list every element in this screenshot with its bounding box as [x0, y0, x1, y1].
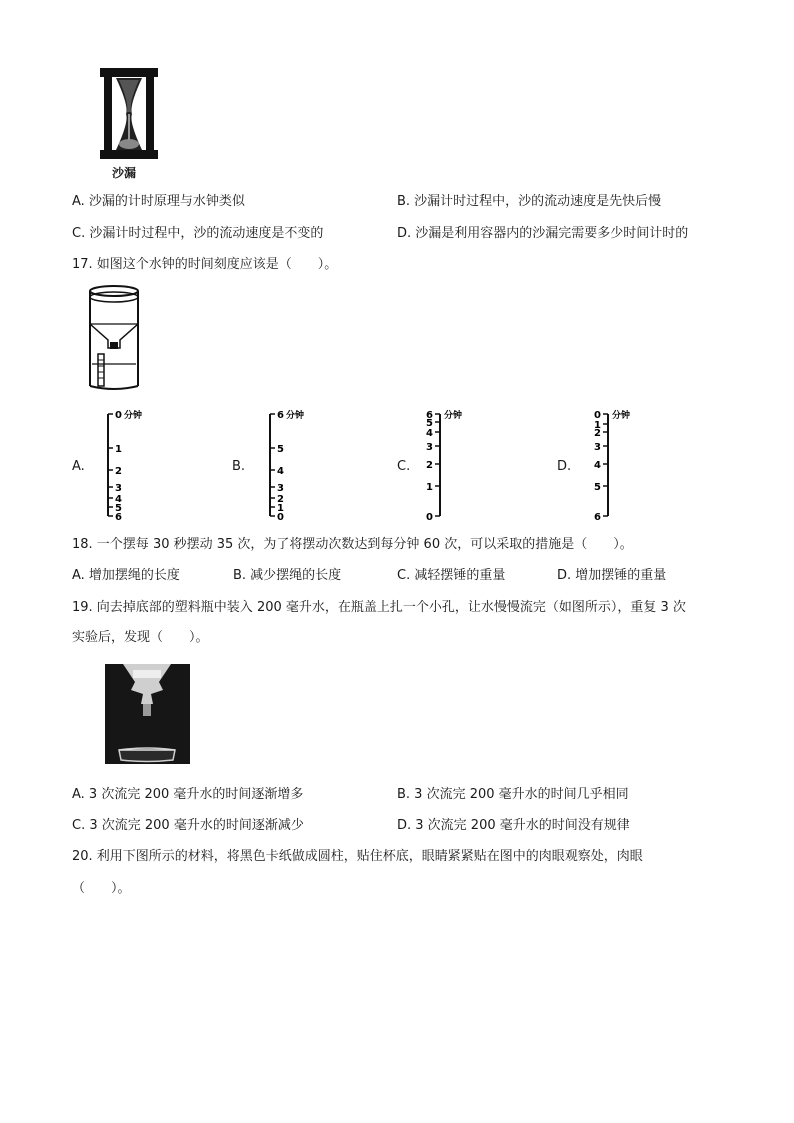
scale-option-c [422, 408, 502, 524]
scale-tick-label: 6 [426, 410, 433, 421]
scale-option-a [100, 408, 180, 524]
scale-option-d [590, 408, 670, 524]
q18-stem: 18. 一个摆每 30 秒摆动 35 次，为了将摆动次数达到每分钟 60 次，可以采取的措施是（ ）。 [72, 537, 633, 552]
q16-option-b[interactable]: B. 沙漏计时过程中，沙的流动速度是先快后慢 [397, 194, 662, 209]
q17-option-c[interactable]: C. [397, 459, 411, 474]
scale-tick-label: 2 [277, 494, 284, 505]
q20-stem-line2: （ ）。 [72, 881, 131, 896]
q18-option-d[interactable]: D. 增加摆锤的重量 [557, 568, 667, 583]
hourglass-caption: 沙漏 [112, 166, 137, 180]
q16-option-c[interactable]: C. 沙漏计时过程中，沙的流动速度是不变的 [72, 226, 324, 241]
q17-option-b[interactable]: B. [232, 459, 246, 474]
scale-tick-label: 0 [594, 410, 601, 421]
scale-tick-label: 5 [594, 482, 601, 493]
scale-tick-label: 4 [115, 494, 122, 505]
scale-tick-label: 0 [115, 410, 122, 421]
scale-tick-label: 1 [426, 482, 433, 493]
scale-tick-label: 1 [115, 444, 122, 455]
scale-tick-label: 2 [115, 466, 122, 477]
scale-tick-label: 1 [277, 503, 284, 514]
scale-tick-label: 4 [277, 466, 284, 477]
scale-tick-label: 2 [594, 428, 601, 439]
scale-tick-label: 6 [594, 512, 601, 523]
scale-tick-label: 0 [277, 512, 284, 523]
scale-tick-label: 0 [426, 512, 433, 523]
q19-option-b[interactable]: B. 3 次流完 200 毫升水的时间几乎相同 [397, 787, 629, 802]
bottle-experiment-photo [105, 664, 190, 764]
q16-option-a[interactable]: A. 沙漏的计时原理与水钟类似 [72, 194, 245, 209]
scale-tick-label: 4 [594, 460, 601, 471]
scale-tick-label: 6 [115, 512, 122, 523]
scale-tick-label: 3 [426, 442, 433, 453]
scale-unit-label: 分钟 [124, 411, 143, 421]
scale-tick-label: 5 [115, 503, 122, 514]
scale-option-b [262, 408, 342, 524]
scale-tick-label: 6 [277, 410, 284, 421]
q19-stem-line1: 19. 向去掉底部的塑料瓶中装入 200 毫升水，在瓶盖上扎一个小孔，让水慢慢流完（如图所示），重复 3 次 [72, 600, 686, 615]
hourglass-figure [98, 66, 160, 162]
q19-option-d[interactable]: D. 3 次流完 200 毫升水的时间没有规律 [397, 818, 630, 833]
q18-option-b[interactable]: B. 减少摆绳的长度 [233, 568, 342, 583]
scale-tick-label: 3 [594, 442, 601, 453]
q18-option-a[interactable]: A. 增加摆绳的长度 [72, 568, 180, 583]
scale-tick-label: 3 [277, 483, 284, 494]
q18-option-c[interactable]: C. 减轻摆锤的重量 [397, 568, 506, 583]
q19-option-a[interactable]: A. 3 次流完 200 毫升水的时间逐渐增多 [72, 787, 304, 802]
q20-stem-line1: 20. 利用下图所示的材料，将黑色卡纸做成圆柱，贴住杯底，眼睛紧紧贴在图中的肉眼观察处，肉眼 [72, 849, 643, 864]
scale-tick-label: 5 [277, 444, 284, 455]
scale-unit-label: 分钟 [612, 411, 631, 421]
q17-stem: 17. 如图这个水钟的时间刻度应该是（ ）。 [72, 257, 338, 272]
q17-option-a[interactable]: A. [72, 459, 85, 474]
scale-tick-label: 1 [594, 420, 601, 431]
scale-unit-label: 分钟 [286, 411, 305, 421]
q17-option-d[interactable]: D. [557, 459, 572, 474]
q16-option-d[interactable]: D. 沙漏是利用容器内的沙漏完需要多少时间计时的 [397, 226, 689, 241]
water-clock-figure [86, 284, 142, 392]
scale-tick-label: 4 [426, 428, 433, 439]
scale-unit-label: 分钟 [444, 411, 463, 421]
scale-tick-label: 2 [426, 460, 433, 471]
scale-tick-label: 3 [115, 483, 122, 494]
q19-option-c[interactable]: C. 3 次流完 200 毫升水的时间逐渐减少 [72, 818, 304, 833]
q19-stem-line2: 实验后，发现（ ）。 [72, 630, 209, 645]
scale-tick-label: 5 [426, 418, 433, 429]
